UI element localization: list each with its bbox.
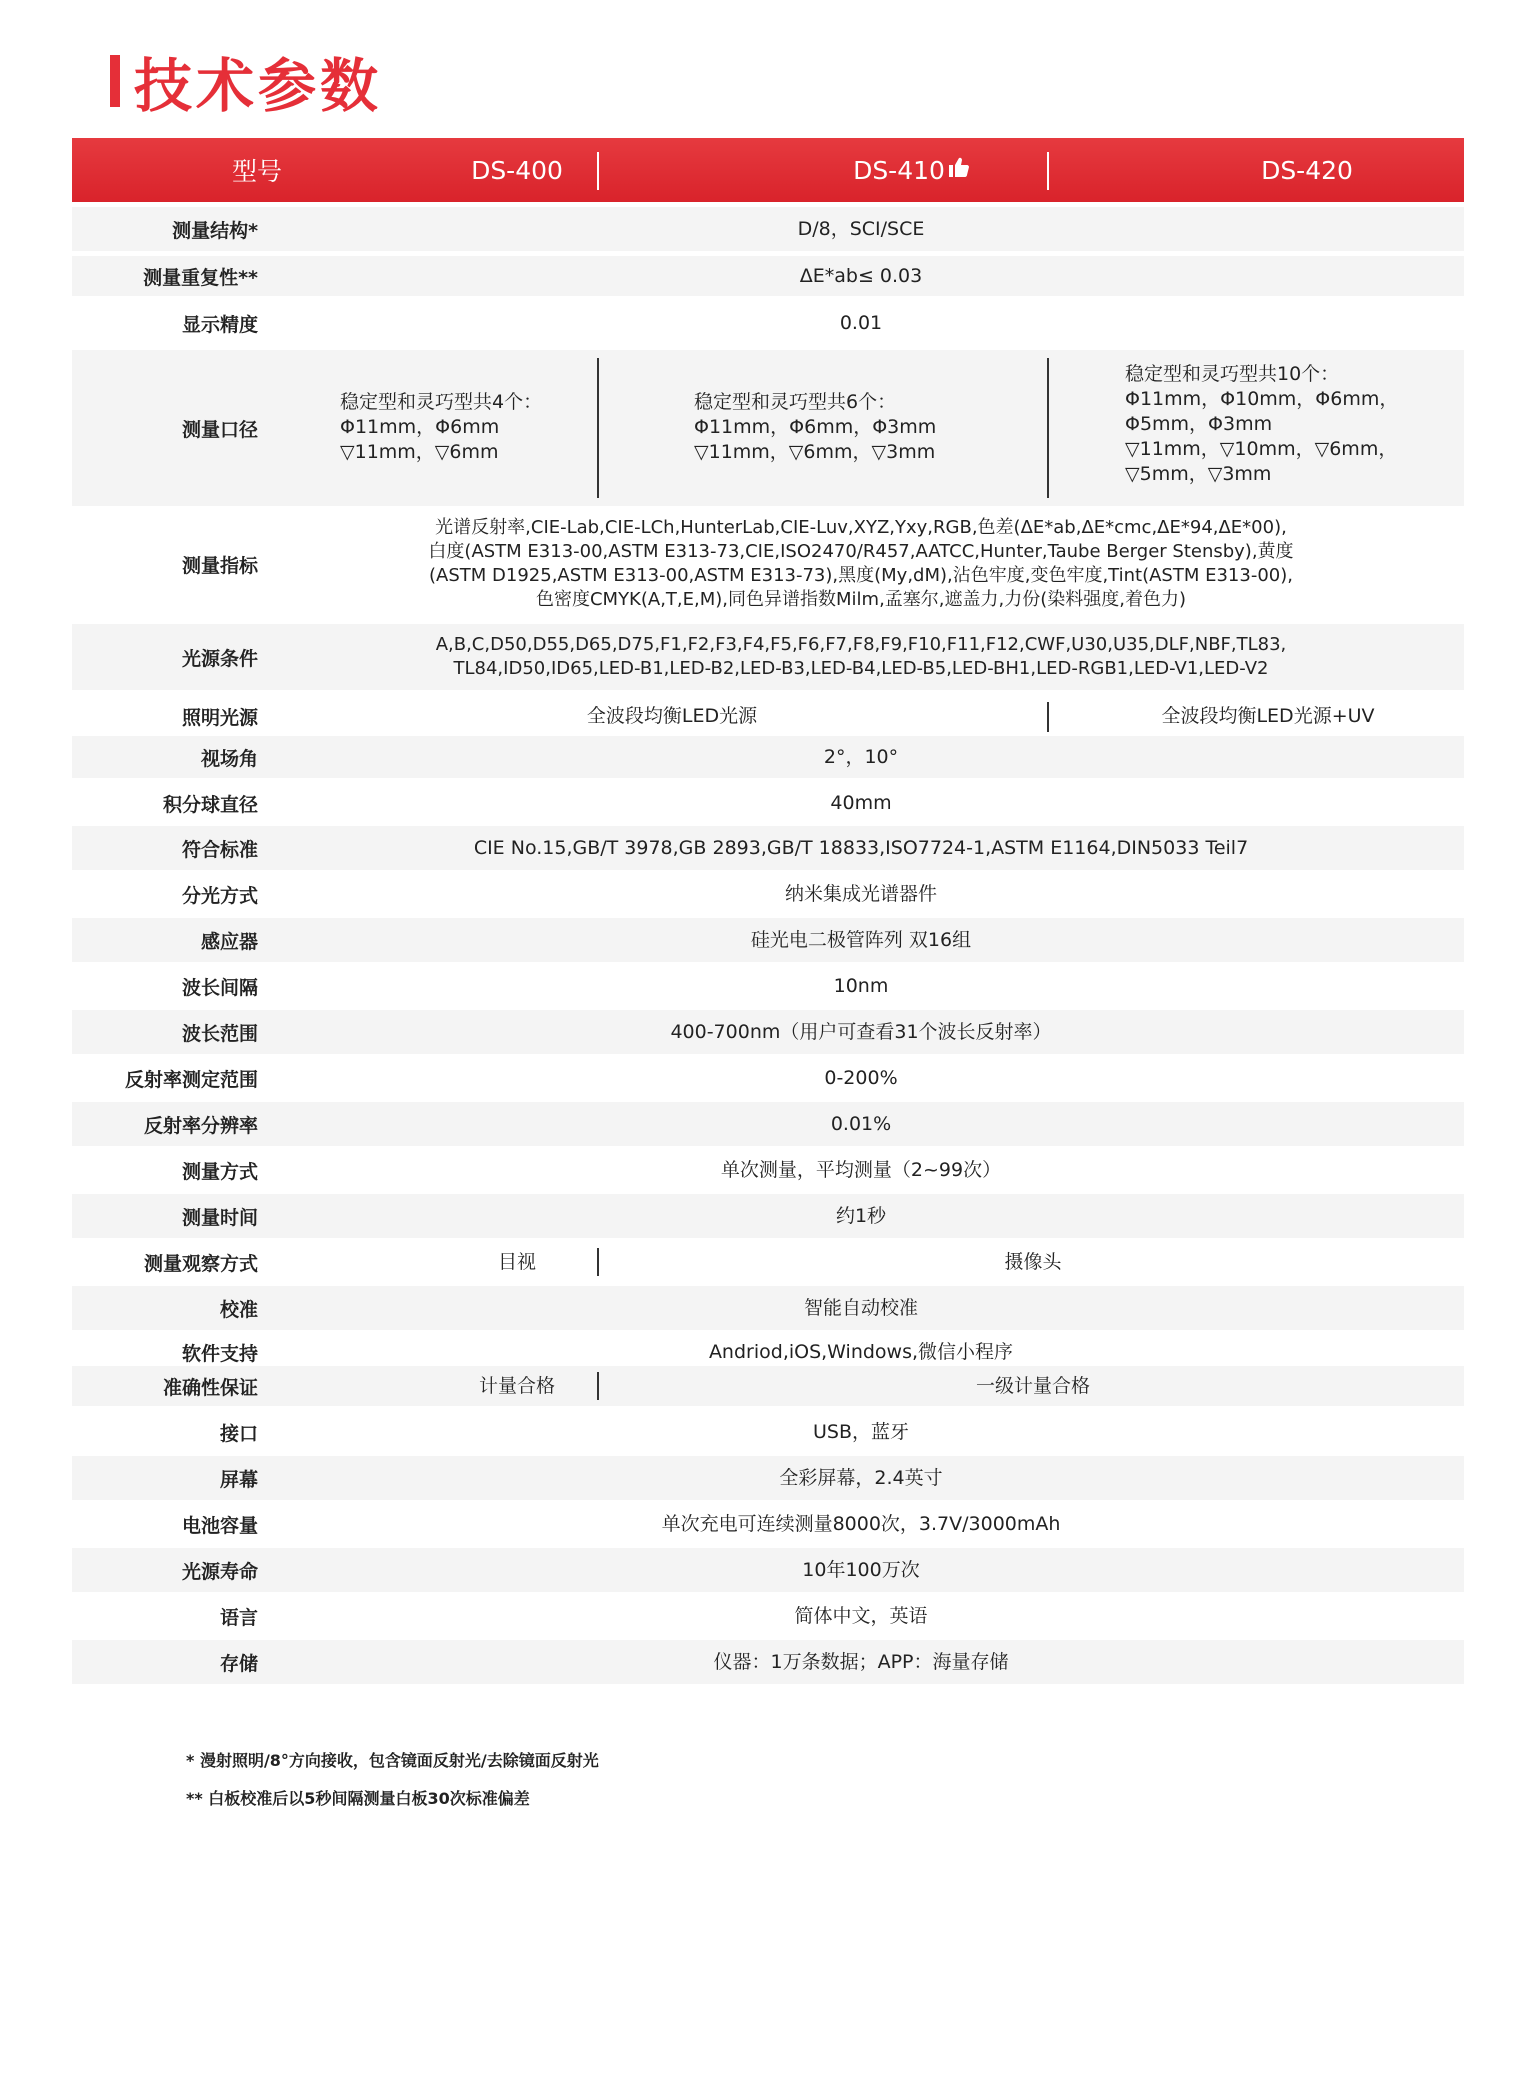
row-label: 测量方式 — [181, 1160, 258, 1183]
index-line: 光谱反射率,CIE-Lab,CIE-LCh,HunterLab,CIE-Luv,XYZ,Yxy,RGB,色差(ΔE*ab,ΔE*cmc,ΔE*94,ΔE*00), — [435, 517, 1287, 538]
light-ds400-410: 全波段均衡LED光源 — [586, 705, 758, 727]
row-value: ΔE*ab≤ 0.03 — [799, 265, 923, 287]
table-row — [72, 1594, 1464, 1638]
row-value: 仪器：1万条数据；APP：海量存储 — [713, 1651, 1009, 1673]
table-row-illuminant — [72, 624, 1464, 690]
row-value: 纳米集成光谱器件 — [784, 883, 937, 905]
aperture-line: Φ11mm，Φ10mm，Φ6mm， — [1125, 388, 1399, 410]
aperture-line: Φ11mm，Φ6mm，Φ3mm — [694, 416, 937, 438]
table-row-index — [72, 510, 1464, 618]
row-value: 2°，10° — [823, 746, 899, 768]
row-value: 0.01% — [830, 1113, 892, 1135]
header-separator — [597, 152, 599, 190]
table-row — [72, 696, 1464, 736]
row-value: 10年100万次 — [802, 1559, 920, 1581]
row-label: 测量重复性** — [143, 266, 258, 289]
table-row — [72, 1102, 1464, 1146]
row-label: 校准 — [219, 1298, 258, 1321]
table-row — [72, 1411, 1464, 1453]
table-row — [72, 826, 1464, 870]
column-separator — [597, 358, 599, 498]
row-value — [258, 510, 1464, 618]
accuracy-ds400: 计量合格 — [478, 1375, 555, 1397]
table-row — [72, 736, 1464, 778]
row-label: 语言 — [219, 1606, 258, 1629]
table-row — [72, 1640, 1464, 1684]
aperture-ds420 — [1125, 362, 1455, 487]
table-row-aperture — [72, 350, 1464, 506]
table-row — [72, 964, 1464, 1008]
aperture-line: 稳定型和灵巧型共10个： — [1125, 363, 1340, 385]
row-value: CIE No.15,GB/T 3978,GB 2893,GB/T 18833,ISO7724-1,ASTM E1164,DIN5033 Teil7 — [473, 837, 1249, 859]
column-separator — [597, 1372, 599, 1400]
row-label: 照明光源 — [181, 706, 258, 729]
row-label: 软件支持 — [181, 1342, 258, 1365]
footnote-2: ** 白板校准后以5秒间隔测量白板30次标准偏差 — [186, 1789, 530, 1808]
aperture-line: 稳定型和灵巧型共6个： — [694, 391, 897, 413]
header-separator — [1047, 152, 1049, 190]
row-label: 视场角 — [200, 747, 258, 770]
row-label: 显示精度 — [181, 313, 258, 336]
row-value: Andriod,iOS,Windows,微信小程序 — [708, 1341, 1014, 1363]
table-row — [72, 303, 1464, 343]
aperture-line: Φ5mm，Φ3mm — [1125, 413, 1273, 435]
accuracy-ds410-420: 一级计量合格 — [975, 1375, 1090, 1397]
aperture-line: ▽11mm，▽6mm — [340, 441, 499, 463]
header-ds420: DS-420 — [1261, 155, 1353, 185]
row-value — [258, 624, 1464, 690]
title-accent-bar — [110, 55, 120, 107]
row-value: 约1秒 — [835, 1205, 887, 1227]
header-ds410-label: DS-410 — [853, 155, 945, 185]
row-label: 反射率分辨率 — [143, 1114, 258, 1137]
table-row — [72, 207, 1464, 251]
row-label: 测量观察方式 — [143, 1252, 258, 1275]
aperture-line: ▽5mm，▽3mm — [1125, 463, 1272, 485]
table-row — [72, 1056, 1464, 1100]
row-label: 屏幕 — [219, 1468, 258, 1491]
aperture-ds400 — [340, 390, 640, 465]
header-model-label: 型号 — [231, 157, 282, 186]
row-value: 0-200% — [824, 1067, 898, 1089]
row-label: 波长间隔 — [181, 976, 258, 999]
table-row — [72, 1010, 1464, 1054]
row-label: 光源条件 — [181, 647, 258, 670]
row-value: 0.01 — [839, 312, 883, 334]
row-label: 感应器 — [200, 930, 258, 953]
row-value: 单次测量，平均测量（2~99次） — [720, 1159, 1002, 1181]
column-separator — [597, 1248, 599, 1276]
row-label: 电池容量 — [181, 1514, 258, 1537]
aperture-line: 稳定型和灵巧型共4个： — [340, 391, 543, 413]
row-value: 硅光电二极管阵列 双16组 — [750, 929, 972, 951]
table-row — [72, 872, 1464, 916]
illuminant-line: A,B,C,D50,D55,D65,D75,F1,F2,F3,F4,F5,F6,F7,F8,F9,F10,F11,F12,CWF,U30,U35,DLF,NBF,TL83, — [435, 634, 1287, 655]
footnote-1: * 漫射照明/8°方向接收，包含镜面反射光/去除镜面反射光 — [186, 1751, 599, 1770]
row-label: 反射率测定范围 — [124, 1068, 258, 1091]
row-value: 10nm — [833, 975, 889, 997]
column-separator — [1047, 702, 1049, 732]
header-ds410 — [742, 138, 1082, 202]
table-header — [72, 138, 1464, 202]
row-label: 存储 — [219, 1652, 258, 1675]
row-label: 波长范围 — [181, 1022, 258, 1045]
row-label: 积分球直径 — [162, 793, 258, 816]
observe-ds410-420: 摄像头 — [1004, 1251, 1062, 1273]
row-value: 全彩屏幕，2.4英寸 — [779, 1467, 943, 1489]
table-row — [72, 1148, 1464, 1192]
column-separator — [1047, 358, 1049, 498]
aperture-line: ▽11mm，▽6mm，▽3mm — [694, 441, 936, 463]
light-ds420: 全波段均衡LED光源+UV — [1161, 705, 1375, 727]
title-text: 技术参数 — [134, 52, 383, 120]
row-value: 单次充电可连续测量8000次，3.7V/3000mAh — [661, 1513, 1061, 1535]
row-label: 测量结构* — [172, 219, 258, 242]
table-row — [72, 1240, 1464, 1284]
header-ds400: DS-400 — [471, 155, 563, 185]
thumbs-up-icon — [947, 155, 971, 185]
row-label: 分光方式 — [181, 884, 258, 907]
row-label: 测量口径 — [181, 418, 258, 441]
row-label: 光源寿命 — [181, 1560, 258, 1583]
row-value: 400-700nm（用户可查看31个波长反射率） — [670, 1021, 1052, 1043]
table-row — [72, 256, 1464, 296]
index-line: 色密度CMYK(A,T,E,M),同色异谱指数Milm,孟塞尔,遮盖力,力份(染料强度,着色力) — [535, 589, 1187, 610]
index-line: 白度(ASTM E313-00,ASTM E313-73,CIE,ISO2470/R457,AATCC,Hunter,Taube Berger Stensby),黄度 — [428, 541, 1294, 562]
row-value: 40mm — [830, 792, 892, 814]
table-row — [72, 1548, 1464, 1592]
illuminant-line: TL84,ID50,ID65,LED-B1,LED-B2,LED-B3,LED-B4,LED-B5,LED-BH1,LED-RGB1,LED-V1,LED-V2 — [453, 658, 1269, 679]
aperture-line: ▽11mm，▽10mm，▽6mm， — [1125, 438, 1398, 460]
page-title — [110, 46, 383, 120]
table-row — [72, 918, 1464, 962]
row-label: 测量时间 — [181, 1206, 258, 1229]
row-label: 符合标准 — [181, 838, 258, 861]
table-row — [72, 1286, 1464, 1330]
row-label: 准确性保证 — [162, 1376, 258, 1399]
table-row — [72, 1502, 1464, 1546]
table-row — [72, 1194, 1464, 1238]
aperture-ds410 — [694, 390, 1024, 465]
row-label: 测量指标 — [181, 554, 258, 577]
row-value: 简体中文，英语 — [794, 1605, 928, 1627]
table-row — [72, 782, 1464, 824]
aperture-line: Φ11mm，Φ6mm — [340, 416, 500, 438]
table-row — [72, 1456, 1464, 1500]
row-value: USB，蓝牙 — [812, 1421, 909, 1443]
row-value: 智能自动校准 — [803, 1297, 918, 1319]
observe-ds400: 目视 — [497, 1251, 536, 1273]
index-line: (ASTM D1925,ASTM E313-00,ASTM E313-73),黑度(My,dM),沾色牢度,变色牢度,Tint(ASTM E313-00), — [429, 565, 1293, 586]
row-value: D/8，SCI/SCE — [797, 218, 925, 240]
table-row — [72, 1366, 1464, 1406]
row-label: 接口 — [219, 1422, 258, 1445]
